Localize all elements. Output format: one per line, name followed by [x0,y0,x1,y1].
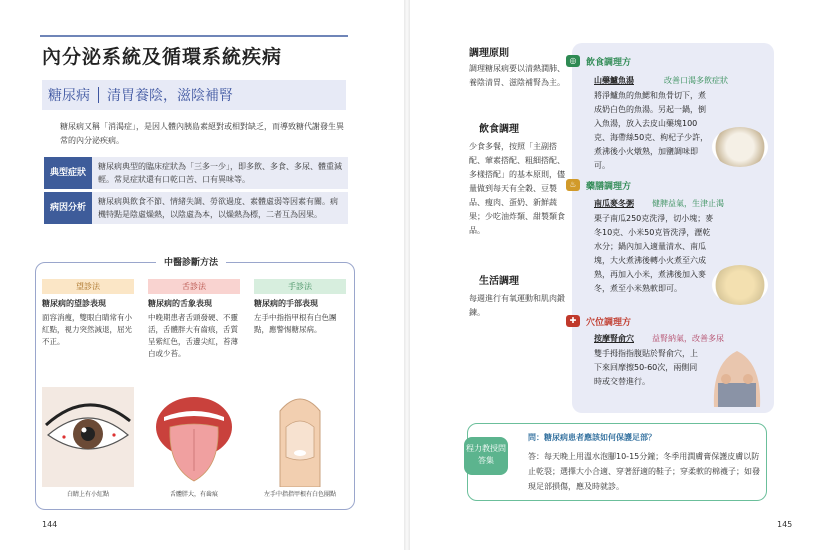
acupoint-icon: ✚ [566,315,580,327]
section-subtitle [42,80,346,110]
tongue-illustration [148,387,240,487]
text-diet: 少食多餐，按照「主副搭配、葷素搭配、粗細搭配、多樣搭配」的基本原則，儘量做到每天有全穀、豆製品、瘦肉、蛋奶、新鮮蔬果；少吃油炸類、甜製類食品。 [469,142,565,235]
recipe-2-text: 栗子南瓜250克洗淨，切小塊；麥冬10克、小米50克皆洗淨，瀝乾水分；鍋內加入適量清水、南瓜塊，大火煮沸後轉小火煮至六成熟，再加入小米，煮沸後加入麥冬，煮至小米熟軟即可。 [594,214,714,293]
text-life: 每週進行有氧運動和肌肉鍛鍊。 [469,294,565,317]
method-subtitle: 糖尿病的望診表現 [42,299,106,308]
recipe-2-name: 南瓜麥冬粥 [594,199,634,208]
soup-bowl-image [712,127,768,167]
caption: 舌體胖大，有齒痕 [169,491,218,498]
method-subtitle: 糖尿病的舌象表現 [148,299,212,308]
method-header: 望診法 [42,279,134,294]
method-body: 左手中指指甲根有白色團點，應警惕糖尿病。 [254,313,337,334]
heading-principle: 調理原則 [469,48,509,59]
massage-back-image [704,343,770,407]
method-body: 中晚期患者舌頭發硬、不靈活，舌體胖大有齒痕，舌質呈紫紅色，舌邊尖紅，苔薄白或少苔。 [148,313,238,358]
divider [98,87,99,103]
porridge-bowl-image [712,265,768,305]
page-number: 145 [777,520,793,529]
page-number: 144 [42,520,58,529]
recipe-1-name: 山藥鱸魚湯 [594,76,634,85]
row-label: 病因分析 [44,192,92,224]
acupoint-remedy-title: 穴位調理方 [586,318,632,328]
text-principle: 調理糖尿病要以清熱潤肺、養陰清胃、滋陰補腎為主。 [469,64,565,87]
table-row [44,157,348,189]
teapot-icon: ♨ [566,179,580,191]
row-text: 糖尿病與飲食不節、情緒失調、勞欲過度、素體虛弱等因素有關。病機特點是陰虛燥熱，以陰虛為本，以燥熱為標，二者互為因果。 [92,192,348,224]
qa-box [467,423,767,501]
medicinal-remedy-title: 藥膳調理方 [586,182,632,192]
table-row [44,192,348,224]
treatment-principle: 清胃養陰，滋陰補腎 [107,88,233,104]
recipe-2-effect: 健脾益氣，生津止渴 [652,199,724,208]
recipe-3-effect: 益腎納氣，改善多尿 [652,334,724,343]
finger-illustration [254,387,346,487]
diagnosis-column-look [42,279,134,348]
method-header: 手診法 [254,279,346,294]
recipe-1-effect: 改善口渴多飲症狀 [664,76,728,85]
eye-illustration [42,387,134,487]
qa-answer: 答：每天晚上用溫水泡腳10-15分鐘；冬季用潤膚膏保護皮膚以防止乾裂；選擇大小合適、穿著舒適的鞋子；穿柔軟的棉襪子；如發現足部損傷，應及時就診。 [528,452,760,491]
remedy-panel [569,43,774,413]
method-header: 舌診法 [148,279,240,294]
row-text: 糖尿病典型的臨床症狀為「三多一少」，即多飲、多食、多尿、體重減輕。常見症狀還有口乾口苦、口有異味等。 [92,157,348,189]
caption: 白睛上有小紅點 [66,491,109,498]
diet-remedy-title: 飲食調理方 [586,58,632,68]
right-page [407,0,813,550]
qa-badge: 程力教授問答集 [464,437,508,475]
title-rule [40,35,348,37]
disease-name: 糖尿病 [48,88,90,104]
heading-life: 生活調理 [479,276,519,287]
page-title: 內分泌系統及循環系統疾病 [42,46,283,68]
heading-diet: 飲食調理 [479,124,519,135]
row-label: 典型症狀 [44,157,92,189]
diagnosis-column-hand [254,279,346,336]
bowl-icon: ◎ [566,55,580,67]
caption: 左手中指指甲根有白色團點 [263,491,336,498]
qa-question: 問：糖尿病患者應該如何保護足部？ [528,433,656,442]
method-subtitle: 糖尿病的手部表現 [254,299,318,308]
diagnosis-box [35,258,355,510]
diagnosis-column-tongue [148,279,240,360]
left-page [0,0,406,550]
recipe-3-text: 雙手拇指指腹貼於腎俞穴，上下來回摩擦50-60次，兩側同時或交替進行。 [594,349,698,386]
intro-paragraph: 糖尿病又稱「消渴症」，是因人體內胰島素絕對或相對缺乏，而導致糖代謝發生異常的內分泌疾病。 [60,122,344,145]
method-body: 面容消瘦，雙眼白睛常有小紅點，視力突然減退，屈光不正。 [42,313,132,346]
recipe-3-name: 按摩腎俞穴 [594,334,634,343]
info-table [44,157,348,227]
recipe-1-text: 將淨鱸魚的魚鰓和魚骨切下，煮成奶白色的魚湯。另起一鍋，倒入魚湯，放入去皮山藥塊100克、海帶絲50克、枸杞子少許，煮沸後小火燉熟，加鹽調味即可。 [594,91,709,170]
diagnosis-title: 中醫診斷方法 [156,255,226,268]
